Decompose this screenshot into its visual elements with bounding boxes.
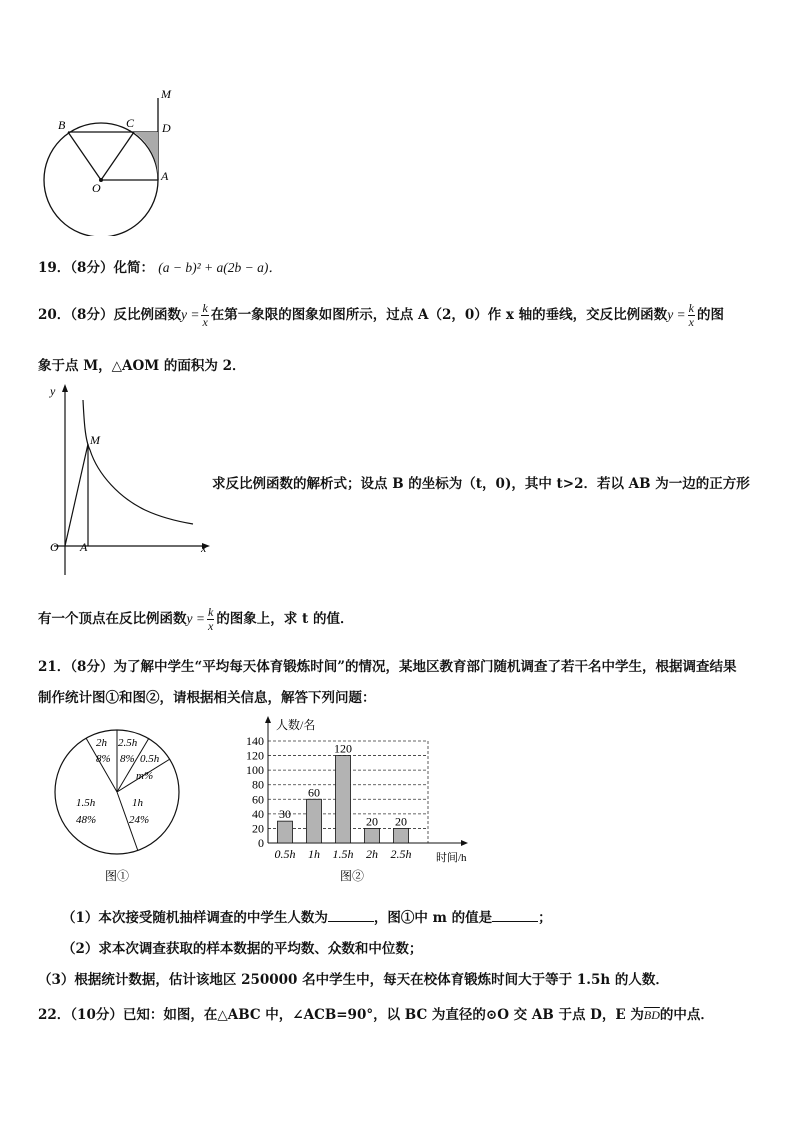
q19-expression: (a − b)² + a(2b − a)． — [158, 260, 282, 275]
pie-label-1h: 1h — [132, 797, 143, 809]
label-b: B — [58, 118, 66, 132]
bar-caption: 图② — [340, 869, 365, 883]
label-d: D — [162, 121, 171, 135]
y-tick-label: 40 — [252, 806, 264, 821]
y-tick-label: 60 — [252, 792, 264, 807]
q20-text-1: 反比例函数 — [113, 307, 181, 323]
q20-func-2: y = — [667, 307, 686, 322]
q20-fraction-1: $\frac{k}{x}$ — [202, 301, 208, 329]
question-21-line-1 — [38, 655, 736, 675]
q20-fraction-2: $\frac{k}{x}$ — [688, 301, 694, 329]
bar-1.5h — [336, 756, 351, 843]
x-tick-label: 1h — [308, 847, 320, 861]
pie-pct-0-5h: m% — [136, 770, 154, 782]
graph-label-a: A — [80, 540, 88, 554]
label-m: M — [161, 87, 171, 101]
hyperbola-figure — [40, 380, 215, 580]
q20-text-7: 的图象上，求 t 的值． — [216, 611, 354, 627]
q22-text-2: 的中点． — [659, 1007, 714, 1023]
q21-text-1: 为了解中学生“平均每天体育锻炼时间”的情况，某地区教育部门随机调查了若干名中学生，根据调查结果 — [113, 659, 737, 675]
q21-sub1-text-a: （1）本次接受随机抽样调查的中学生人数为 — [62, 910, 328, 926]
y-tick-label: 0 — [258, 836, 264, 850]
q21-sub-3: （3）根据统计数据，估计该地区 250000 名中学生中，每天在校体育锻炼时间大于等于 1.5h 的人数． — [38, 972, 669, 988]
label-a: A — [161, 169, 169, 183]
pie-label-2-5h: 2.5h — [118, 737, 138, 749]
pie-label-2h: 2h — [96, 737, 107, 749]
q19-number: 19． — [38, 260, 71, 276]
q20-func-1: y = — [180, 307, 200, 322]
bar-1h — [307, 799, 322, 843]
q21-score: （8分） — [70, 659, 114, 675]
bar-value-label: 30 — [279, 807, 291, 822]
x-tick-label: 2h — [366, 847, 378, 861]
pie-label-0-5h: 0.5h — [140, 753, 160, 765]
x-tick-label: 2.5h — [390, 847, 412, 861]
graph-label-m: M — [90, 433, 100, 447]
q22-arc: $\overline{BD}$ — [643, 1008, 660, 1022]
bar-value-label: 20 — [366, 814, 378, 829]
bar-value-label: 120 — [334, 741, 352, 756]
question-19 — [38, 256, 282, 276]
question-20-line-4 — [38, 606, 353, 633]
q20-text-5: 求反比例函数的解析式；设点 B 的坐标为（t，0)，其中 t>2．若以 AB 为一边的正方形 — [212, 476, 750, 492]
q20-number: 20． — [38, 307, 71, 323]
bar-0.5h — [278, 821, 293, 843]
pie-pct-1-5h: 48% — [76, 814, 97, 826]
pie-pct-2h: 8% — [96, 753, 111, 765]
bar-value-label: 20 — [395, 814, 407, 829]
q21-sub-2: （2）求本次调查获取的样本数据的平均数、众数和中位数； — [62, 941, 423, 957]
pie-pct-1h: 24% — [129, 814, 150, 826]
q20-score: （8分） — [70, 307, 114, 323]
y-tick-label: 80 — [252, 777, 264, 792]
q21-text-2: 制作统计图①和图②，请根据相关信息，解答下列问题： — [38, 690, 376, 706]
pie-caption: 图① — [105, 869, 130, 883]
q20-text-2: 在第一象限的图象如图所示，过点 A（2，0）作 x 轴的垂线，交反比例函数 — [210, 307, 668, 323]
bar-ylabel: 人数/名 — [276, 718, 316, 732]
label-o: O — [92, 181, 101, 195]
graph-label-y: y — [50, 384, 56, 398]
q20-func-3: y = — [186, 611, 205, 626]
y-tick-label: 140 — [246, 734, 264, 748]
bar-2.5h — [394, 828, 409, 843]
q22-score: （10分） — [70, 1007, 123, 1023]
question-20-line-1 — [38, 302, 724, 329]
answer-blank-2[interactable] — [492, 909, 538, 922]
graph-label-x: x — [201, 541, 207, 555]
bar-2h — [365, 828, 380, 843]
q21-sub1-text-b: ，图①中 m 的值是 — [373, 910, 493, 926]
q20-text-6: 有一个顶点在反比例函数 — [38, 611, 187, 627]
y-tick-label: 100 — [246, 763, 264, 778]
q21-sub-1 — [62, 906, 552, 926]
question-22 — [38, 1003, 714, 1023]
q22-text-1: 已知：如图，在△ABC 中，∠ACB=90°，以 BC 为直径的⊙O 交 AB 于点 D，E 为 — [122, 1007, 644, 1023]
y-tick-label: 20 — [252, 821, 264, 836]
answer-blank-1[interactable] — [328, 909, 374, 922]
q21-number: 21． — [38, 659, 71, 675]
label-c: C — [126, 116, 135, 130]
pie-pct-2-5h: 8% — [120, 753, 135, 765]
q19-text: 化简： — [113, 260, 154, 276]
q20-text-4: 象于点 M，△AOM 的面积为 2． — [38, 358, 246, 374]
x-tick-label: 0.5h — [274, 847, 296, 861]
pie-chart — [52, 728, 182, 888]
pie-label-1-5h: 1.5h — [76, 797, 96, 809]
y-tick-label: 120 — [246, 748, 264, 763]
x-tick-label: 1.5h — [332, 847, 354, 861]
graph-label-o: O — [50, 540, 59, 554]
q19-score: （8分） — [70, 260, 114, 276]
bar-value-label: 60 — [308, 785, 320, 800]
bar-chart — [228, 716, 488, 886]
q21-sub1-text-c: ； — [538, 910, 552, 926]
q20-fraction-3: $\frac{k}{x}$ — [207, 605, 214, 633]
bar-xlabel: 时间/h — [436, 852, 467, 864]
circle-figure — [30, 84, 190, 236]
q20-text-3: 的图 — [697, 307, 724, 323]
q22-number: 22． — [38, 1007, 71, 1023]
